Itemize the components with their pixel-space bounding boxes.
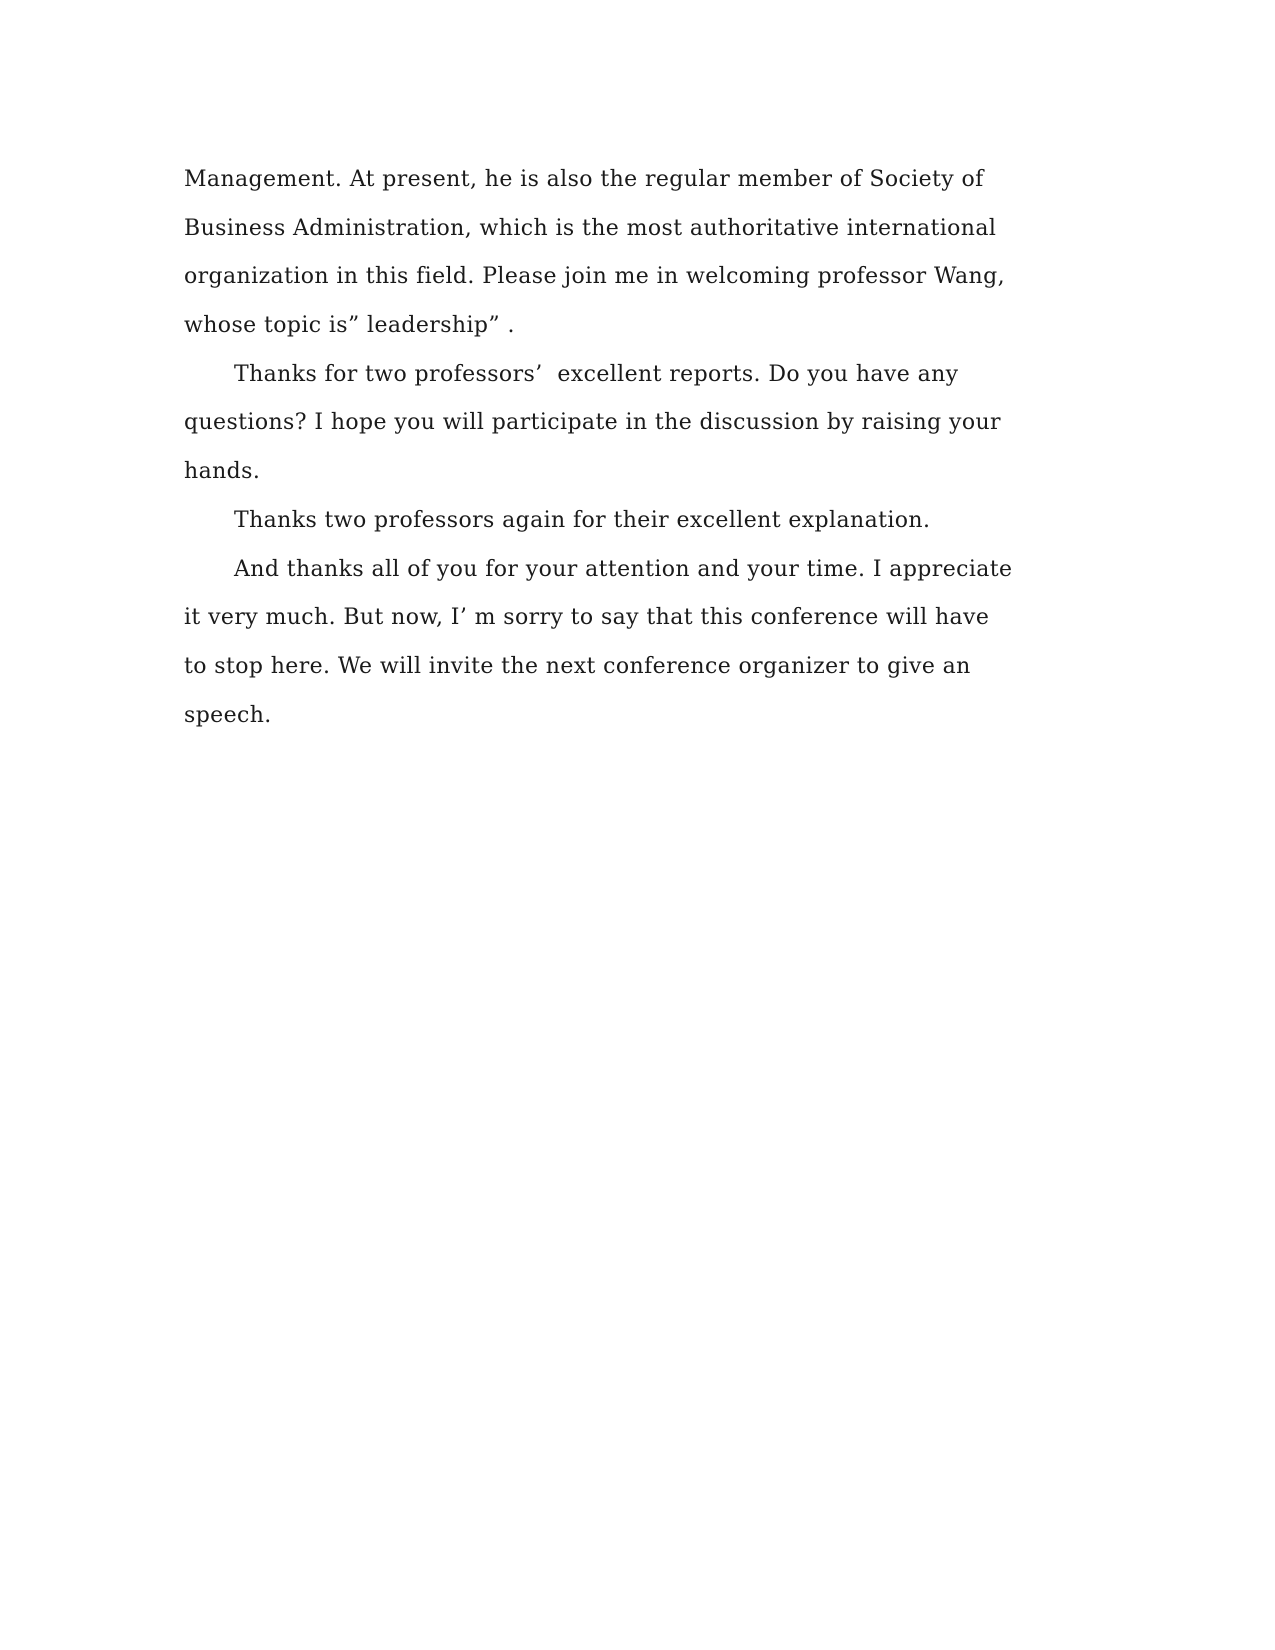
text-line: Management. At present, he is also the regular member of Society of (184, 167, 984, 192)
text-line: speech. (184, 702, 272, 728)
document-body (184, 156, 1094, 740)
text-line: to stop here. We will invite the next conference organizer to give an (184, 653, 971, 679)
paragraph-first-line: Thanks for two professors’ excellent reports. Do you have any (234, 361, 959, 387)
text-line: organization in this field. Please join me in welcoming professor Wang, (184, 264, 1006, 290)
text-line: it very much. But now, I’ m sorry to say that this conference will have (184, 605, 990, 631)
text-line: whose topic is” leadership” . (184, 313, 515, 339)
text-line: Business Administration, which is the most authoritative international (184, 215, 997, 241)
text-line: questions? I hope you will participate in the discussion by raising your (184, 410, 1001, 436)
paragraph-first-line: Thanks two professors again for their excellent explanation. (234, 507, 931, 533)
paragraph-first-line: And thanks all of you for your attention and your time. I appreciate (234, 556, 1013, 582)
text-line: hands. (184, 459, 261, 485)
